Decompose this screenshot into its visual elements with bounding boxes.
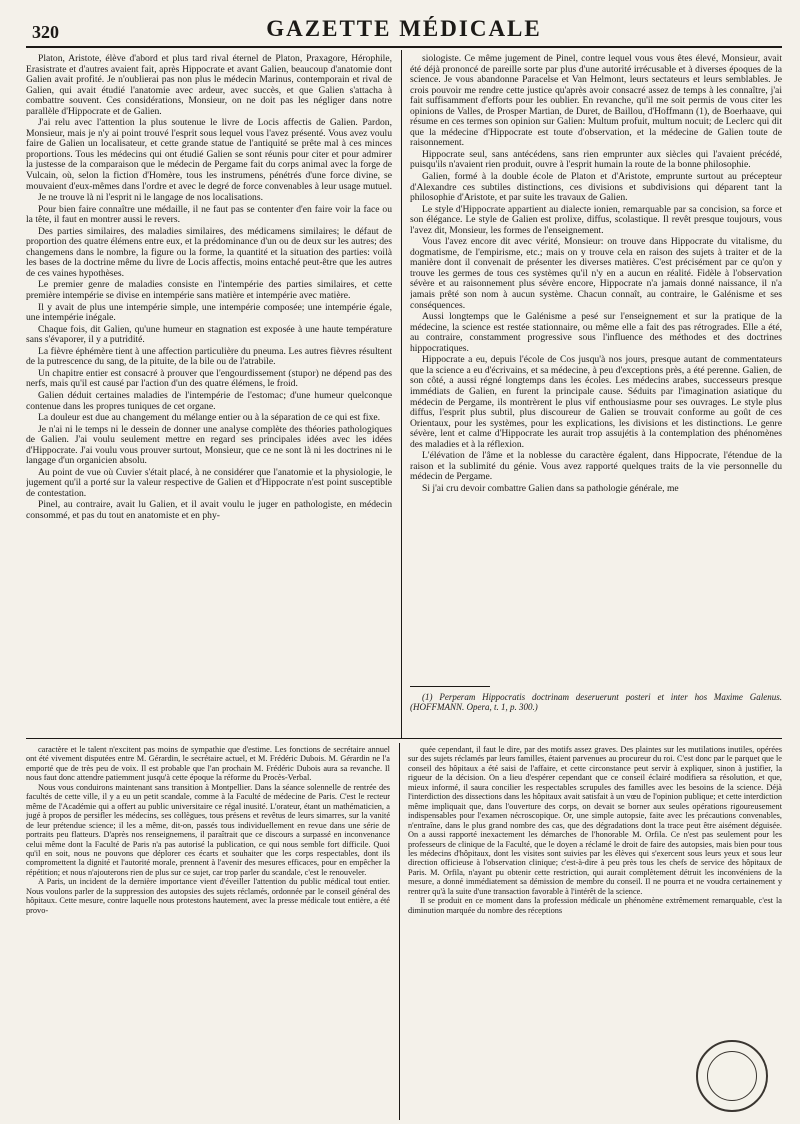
paragraph: La douleur est due au changement du mélange entier ou à la séparation de ce qui est fixe.: [38, 412, 381, 424]
paragraph: Pinel, au contraire, avait lu Galien, et il avait voulu le juger en pathologiste, en médecin consommé, et pas du tout en anatomiste et en phy-: [26, 499, 392, 521]
paragraph: Nous vous conduirons maintenant sans transition à Montpellier. Dans la séance solennelle de rentrée des facultés de cette ville, il y a eu un petit scandale, comme à la Faculté de médecine de Paris. C'est le recteur même de l'Académie qui a offert au public universitaire ce régal inusité. L'orateur, étant un mathématicien, a jugé à propos de persifler les médecins, ses collègues, tous présens et revêtus de leurs simarres, sur la vanité de leur prétendue science; il les a même, dit-on, passés tous individuellement en revue dans une série de portraits peu flatteurs. D'après nos renseignemens, il paraîtrait que ce discours a surpassé en inconvenance celui même dont la Faculté de Paris n'a pas autorisé la publication, ce qui nous semble fort difficile. Quoi qu'il en soit, nous ne pouvons que déplorer ces écarts et souhaiter que les corps respectables, dont ils compromettent la dignité et l'autorité morale, prennent à l'avenir des mesures efficaces, pour en empêcher la répétition; et nous n'ajouterons rien de plus sur ce sujet, car trop parler du scandale, c'est le renouveler.: [26, 782, 390, 877]
article-section: [26, 48, 782, 739]
paragraph: Hippocrate a eu, depuis l'école de Cos jusqu'à nos jours, presque autant de commentateurs que la science a eu d'écrivains, et sa médecine, à peu d'exceptions près, a été perenne. Galien, de son côté, a aussi régné longtemps dans les écoles. Les médecins arabes, successeurs presque immédiats de Galien, en furent la principale cause. Séduits par l'imagination asiatique du médecin de Pergame, ils montrèrent le plus vif enthousiasme pour ses ouvrages. Le style plus diffus, l'esprit plus subtil, plus discoureur de Galien se trouvait conforme au goût de ces Orientaux, pour les systèmes, pour les explications, les divisions et les distinctions. Le genre sévère, lent et calme d'Hippocrate les aurait trop assujétis à la contemplation des phénomènes des maladies et à la réflexion.: [410, 354, 782, 450]
paragraph: caractère et le talent n'excitent pas moins de sympathie que d'estime. Les fonctions de secrétaire annuel ont été vivement disputées entre M. Gérardin, le secrétaire actuel, et M. Frédéric Dubois. M. Gérardin ne l'a emporté que de très peu de voix. Il est probable que l'an prochain M. Frédéric Dubois aura sa revanche. Il nous faut donc attendre patiemment jusqu'à cette époque la réforme du Procès-Verbal.: [26, 745, 390, 783]
paragraph: Il y avait de plus une intempérie simple, une intempérie composée; une intempérie égale, une intempérie inégale.: [26, 301, 392, 324]
library-stamp-icon: [696, 1040, 768, 1112]
paragraph: Au point de vue où Cuvier s'était placé, à ne considérer que l'anatomie et la physiologie, le jugement qu'il a porté sur la valeur respective de Galien et d'Hippocrate n'est point susceptible de contestation.: [26, 466, 392, 499]
paragraph: Hippocrate seul, sans antécédens, sans rien emprunter aux siècles qui l'avaient précédé, puisqu'ils n'avaient rien produit, ouvre à l'esprit humain la route de la bonne philosophie.: [410, 148, 782, 171]
article-left-column: [26, 54, 392, 732]
feuilleton-section: [26, 739, 782, 1124]
column-divider: [399, 743, 400, 1120]
paragraph: Galien, formé à la double école de Platon et d'Aristote, emprunte surtout au précepteur d'Alexandre ces subtiles distinctions, ces divisions et subdivisions qui déparent tant la philosophie d'Aristote, et par suite les travaux de Galien.: [410, 171, 782, 204]
paragraph: Pour bien faire connaître une médaille, il ne faut pas se contenter d'en faire voir la face ou la tête, il faut en montrer aussi le revers.: [26, 203, 392, 226]
paragraph: Vous l'avez encore dit avec vérité, Monsieur: on trouve dans Hippocrate du vitalisme, du dogmatisme, de l'empirisme, etc.; mais on y trouve cela en raison des sujets à traiter et de la manière dont il convenait de présenter les diverses matières. C'est précisément par ce qu'on y trouve les germes de tous ces systèmes qu'il n'y en a aucun en réalité. Fidèle à l'observation sévère et au raisonnement plus sévère encore, Hippocrate n'a jamais donné naissance, il n'a jamais prêté son nom à aucun système. Chacun connaît, au contraire, le Galénisme et ses conséquences.: [410, 236, 782, 311]
paragraph: Le style d'Hippocrate appartient au dialecte ionien, remarquable par sa concision, sa force et son élégance. Le style de Galien est prolixe, diffus, scolastique. Il revêt presque toujours, vous l'avez dit, Monsieur, les formes de l'enseignement.: [410, 203, 782, 236]
paragraph: Le premier genre de maladies consiste en l'intempérie des parties similaires, et cette première intempérie se divise en intempérie sans matière et intempérie avec matière.: [26, 279, 392, 302]
paragraph: Il se produit en ce moment dans la profession médicale un phénomène extrêmement remarquable, c'est la diminution marquée du nombre des réceptions: [408, 896, 782, 915]
page-header: [26, 0, 782, 48]
paragraph: Des parties similaires, des maladies similaires, des médicamens similaires; le défaut de proportion des quatre élémens entre eux, et la prédominance d'un ou de deux sur les autres; des changemens dans le nombre, la figure ou la forme, la quantité et la situation des parties: voilà les bases de la doctrine même du livre de Locis affectis, moins entaché peut-être que les autres de ces vaines hypothèses.: [26, 225, 392, 279]
paragraph: Chaque fois, dit Galien, qu'une humeur en stagnation est exposée à une haute température sans s'évaporer, il y a putridité.: [26, 323, 392, 346]
journal-title: GAZETTE MÉDICALE: [266, 16, 542, 41]
stamp-inner-ring: [707, 1051, 757, 1101]
article-right-column: [410, 54, 782, 732]
paragraph: La fièvre éphémère tient à une affection particulière du pneuma. Les autres fièvres résultent de la putrescence du sang, de la pituite, de la bile ou de l'atrabile.: [26, 345, 392, 368]
paragraph: Je ne trouve là ni l'esprit ni le langage de nos localisations.: [38, 192, 263, 204]
footnote-rule: [410, 686, 490, 687]
paragraph: Aussi longtemps que le Galénisme a pesé sur l'enseignement et sur la pratique de la médecine, la science est restée stationnaire, ou même elle a fait des pas rétrogrades. Elle a été, au contraire, constamment progressive sous l'influence des méthodes et des doctrines hippocratiques.: [410, 311, 782, 354]
footnote: (1) Perperam Hippocratis doctrinam deseruerunt posteri et inter hos Maxime Galenus. (HOFFMANN. Opera, t. 1, p. 300.): [410, 692, 782, 712]
paragraph: quée cependant, il faut le dire, par des motifs assez graves. Des plaintes sur les mutilations inutiles, opérées sur des sujets réclamés par leurs familles, étaient parvenues au procureur du roi. C'est donc par le parquet que le conseil des hôpitaux a été saisi de l'affaire, et cette circonstance peut servir à expliquer, sinon à justifier, la rigueur de la décision. On a lieu d'espérer cependant que ce conseil éclairé modifiera sa résolution, et que, mieux informé, il saura concilier les respectables scrupules des familles avec les besoins de la science. Déjà l'interdiction des dissections dans les hôpitaux avait satisfait à un vœu de l'opinion publique; et cette interdiction même impliquait que, dans l'ouverture des corps, on devait se borner aux seules opérations rigoureusement indispensables pour l'examen nécroscopique. Or, une simple autopsie, faite avec les précautions convenables, n'entraîne, dans le plus grand nombre des cas, que des dégradations dont la trace peut être aisément déguisée. On a aussi rapporté inexactement les démarches de l'honorable M. Orfila. Ce n'est pas seulement pour les professeurs de clinique de la Faculté, que le doyen a réclamé le droit de faire des autopsies, mais bien pour tous les médecins d'hôpitaux, dont les visites sont suivies par les élèves qui s'exercent sous leurs yeux et sous leur direction officieuse à l'observation clinique; c'est-à-dire à peu près tous les chefs de service des hôpitaux de Paris. M. Orfila, n'ayant pu obtenir cette restriction, qui aurait complètement détruit les inconvéniens de la mesure, a donné immédiatement sa démission de membre du conseil. Il ne pourra et ne voudra certainement y rentrer qu'à la suite d'une transaction favorable à l'intérêt de la science.: [408, 745, 782, 896]
paragraph: Je n'ai ni le temps ni le dessein de donner une analyse complète des théories pathologiques de Galien. J'ai voulu seulement mettre en regard ses principales idées avec les idées d'Hippocrate. J'ai voulu vous prouver surtout, Monsieur, que ce ne sont là ni les doctrines ni le langage d'un organicien absolu.: [26, 423, 392, 467]
paragraph: Un chapitre entier est consacré à prouver que l'engourdissement (stupor) ne dépend pas des nerfs, mais qu'il est causé par l'action d'un des quatre élémens, le froid.: [26, 367, 392, 390]
paragraph: Platon, Aristote, élève d'abord et plus tard rival éternel de Platon, Praxagore, Hérophile, Erasistrate et d'autres avaient fait, après Hippocrate et avant Galien, beaucoup d'anatomie dont Galien avait profité. Je n'oublierai pas non plus le médecin Marinus, contemporain et rival de Galien, qui avait étudié l'anatomie avec ardeur, avec succès, et que Galien s'attacha à combattre souvent. Ces considérations, Monsieur, on ne doit pas les négliger dans notre parallèle d'Hippocrate et de Galien.: [26, 54, 392, 117]
paragraph: A Paris, un incident de la dernière importance vient d'éveiller l'attention du public médical tout entier. Nous voulons parler de la suppression des autopsies des sujets réclamés, ordonnée par le conseil général des hôpitaux. Cette mesure, contre laquelle nous protestons hautement, avec la presse médicale tout entière, a été provo-: [26, 877, 390, 915]
paragraph: Galien déduit certaines maladies de l'intempérie de l'estomac; d'une humeur quelconque contenue dans les propres tuniques de cet organe.: [26, 389, 392, 412]
paragraph: Si j'ai cru devoir combattre Galien dans sa pathologie générale, me: [422, 482, 679, 494]
page-number: 320: [32, 22, 59, 42]
column-divider: [401, 50, 402, 738]
feuilleton-left-column: [26, 745, 390, 1120]
paragraph: siologiste. Ce même jugement de Pinel, contre lequel vous vous êtes élevé, Monsieur, avait été déjà prononcé de pareille sorte par plus d'une autorité irrécusable et à diverses époques de la science. Je vous abandonne Paracelse et Van Helmont, leurs sectateurs et leurs semblables. Je crois pouvoir me rendre cette justice qu'après avoir consacré assez de temps à les connaître, j'ai fait suffisamment d'efforts pour les oublier. En revanche, qu'il me soit permis de vous citer les opinions de Valles, de Prosper Martian, de Duret, de Baillou, d'Hoffmann (1), de Boerhaave, qui résume en ces termes son opinion sur Galien: Multum profuit, multum nocuit; de Leclerc qui dit que la médecine d'Hippocrate est toute d'observation, et la médecine de Galien toute de raisonnement.: [410, 54, 782, 149]
paragraph: J'ai relu avec l'attention la plus soutenue le livre de Locis affectis de Galien. Pardon, Monsieur, mais je n'y ai point trouvé l'esprit sous lequel vous l'avez présenté. Vous avez voulu faire de Galien un localisateur, et cette grande statue de l'antiquité se prête mal à ces minces proportions. Tous les médecins qui ont étudié Galien se sont réunis pour citer et pour admirer la justesse de la comparaison que le médecin de Pergame fait du corps animal avec la forge de Vulcain, où, selon la fiction d'Homère, tous les instrumens, pénétrés d'une force divine, se mouvaient d'eux-mêmes dans l'ordre et avec le degré de force convenables à leur usage mutuel.: [26, 117, 392, 192]
right-column-body: [410, 54, 782, 682]
paragraph: L'élévation de l'âme et la noblesse du caractère égalent, dans Hippocrate, l'étendue de la raison et la sublimité du génie. Vous avez rapporté quelques traits de la vie personnelle du médecin de Pergame.: [410, 450, 782, 483]
